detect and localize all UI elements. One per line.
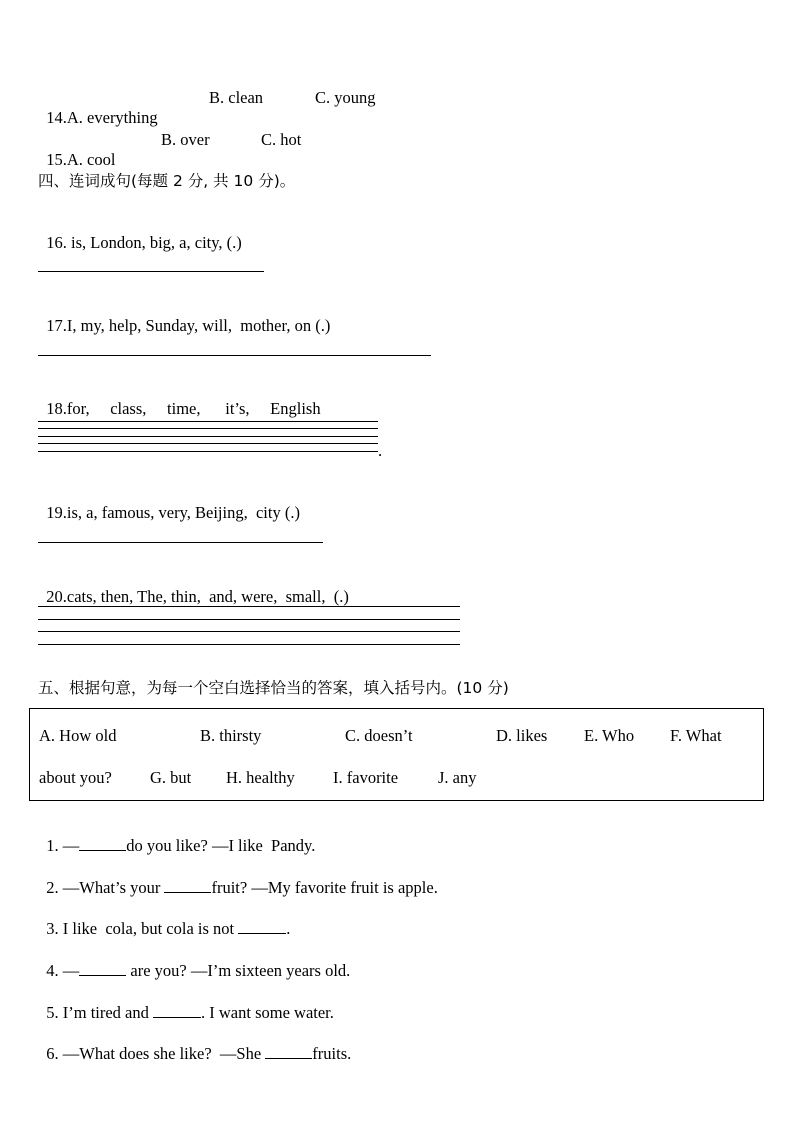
answer-line[interactable] [38, 619, 460, 620]
answer-blank[interactable] [164, 877, 211, 893]
option-b: B. over [161, 130, 210, 149]
blank-question-4 [38, 940, 350, 981]
question-number: 18. [46, 399, 67, 418]
question-19 [38, 483, 300, 523]
question-text: 3. I like cola, but cola is not [46, 919, 239, 938]
question-number: 16. [46, 233, 67, 252]
word-option: J. any [438, 768, 477, 787]
word-option: G. but [150, 768, 192, 787]
word-option: D. likes [496, 726, 548, 745]
answer-line[interactable] [38, 451, 378, 452]
answer-line[interactable] [38, 271, 264, 272]
question-number: 14. [46, 108, 67, 127]
question-text: fruit? —My favorite fruit is apple. [211, 878, 438, 897]
question-15 [38, 130, 115, 170]
answer-line[interactable] [38, 631, 460, 632]
blank-question-1 [38, 815, 315, 856]
question-text: 2. —What’s your [46, 878, 165, 897]
question-20 [38, 567, 349, 607]
answer-line[interactable] [38, 542, 323, 543]
word-option: about you? [39, 768, 112, 787]
word-option: A. How old [39, 726, 117, 745]
word-option: C. doesn’t [345, 726, 413, 745]
question-text: . [286, 919, 291, 938]
question-text: are you? —I’m sixteen years old. [126, 961, 351, 980]
option-a: A. cool [66, 150, 116, 169]
question-number: 15. [46, 150, 67, 169]
scrambled-words: is, London, big, a, city, (.) [66, 233, 242, 252]
question-text: 5. I’m tired and [46, 1003, 154, 1022]
question-text: 4. — [46, 961, 80, 980]
option-c: C. young [315, 88, 376, 107]
word-bank-box [29, 708, 764, 801]
answer-blank[interactable] [79, 835, 126, 851]
section-4-title: 四、连词成句(每题 2 分, 共 10 分)。 [38, 172, 296, 190]
word-option: I. favorite [333, 768, 399, 787]
option-a: A. everything [66, 108, 158, 127]
section-5-title: 五、根据句意，为每一个空白选择恰当的答案，填入括号内。(10 分) [38, 679, 509, 697]
blank-question-3 [38, 898, 290, 939]
question-17 [38, 296, 330, 336]
blank-question-5 [38, 982, 334, 1023]
answer-line[interactable] [38, 443, 378, 444]
answer-line[interactable] [38, 644, 460, 645]
answer-line[interactable] [38, 421, 378, 422]
answer-line[interactable] [38, 428, 378, 429]
answer-blank[interactable] [265, 1043, 312, 1059]
answer-line[interactable] [38, 436, 378, 437]
answer-blank[interactable] [238, 918, 286, 934]
question-text: 1. — [46, 836, 80, 855]
end-period: . [378, 441, 383, 460]
word-option: F. What [670, 726, 722, 745]
question-14 [38, 88, 158, 128]
question-text: 6. —What does she like? —She [46, 1044, 266, 1063]
option-b: B. clean [209, 88, 264, 107]
question-16 [38, 213, 242, 253]
option-c: C. hot [261, 130, 302, 149]
question-18 [38, 379, 321, 419]
scrambled-words: cats, then, The, thin, and, were, small, (.) [66, 587, 349, 606]
question-text: do you like? —I like Pandy. [126, 836, 316, 855]
question-number: 19. [46, 503, 67, 522]
scrambled-words: for, class, time, it’s, English [66, 399, 321, 418]
question-text: . I want some water. [201, 1003, 334, 1022]
scrambled-words: I, my, help, Sunday, will, mother, on (.) [66, 316, 331, 335]
question-text: fruits. [312, 1044, 352, 1063]
answer-line[interactable] [38, 606, 460, 607]
answer-blank[interactable] [79, 960, 126, 976]
scrambled-words: is, a, famous, very, Beijing, city (.) [66, 503, 300, 522]
word-option: E. Who [584, 726, 635, 745]
question-number: 20. [46, 587, 67, 606]
word-option: H. healthy [226, 768, 295, 787]
blank-question-6 [38, 1023, 351, 1064]
blank-question-2 [38, 857, 438, 898]
answer-blank[interactable] [153, 1002, 201, 1018]
word-option: B. thirsty [200, 726, 262, 745]
answer-line[interactable] [38, 355, 431, 356]
question-number: 17. [46, 316, 67, 335]
